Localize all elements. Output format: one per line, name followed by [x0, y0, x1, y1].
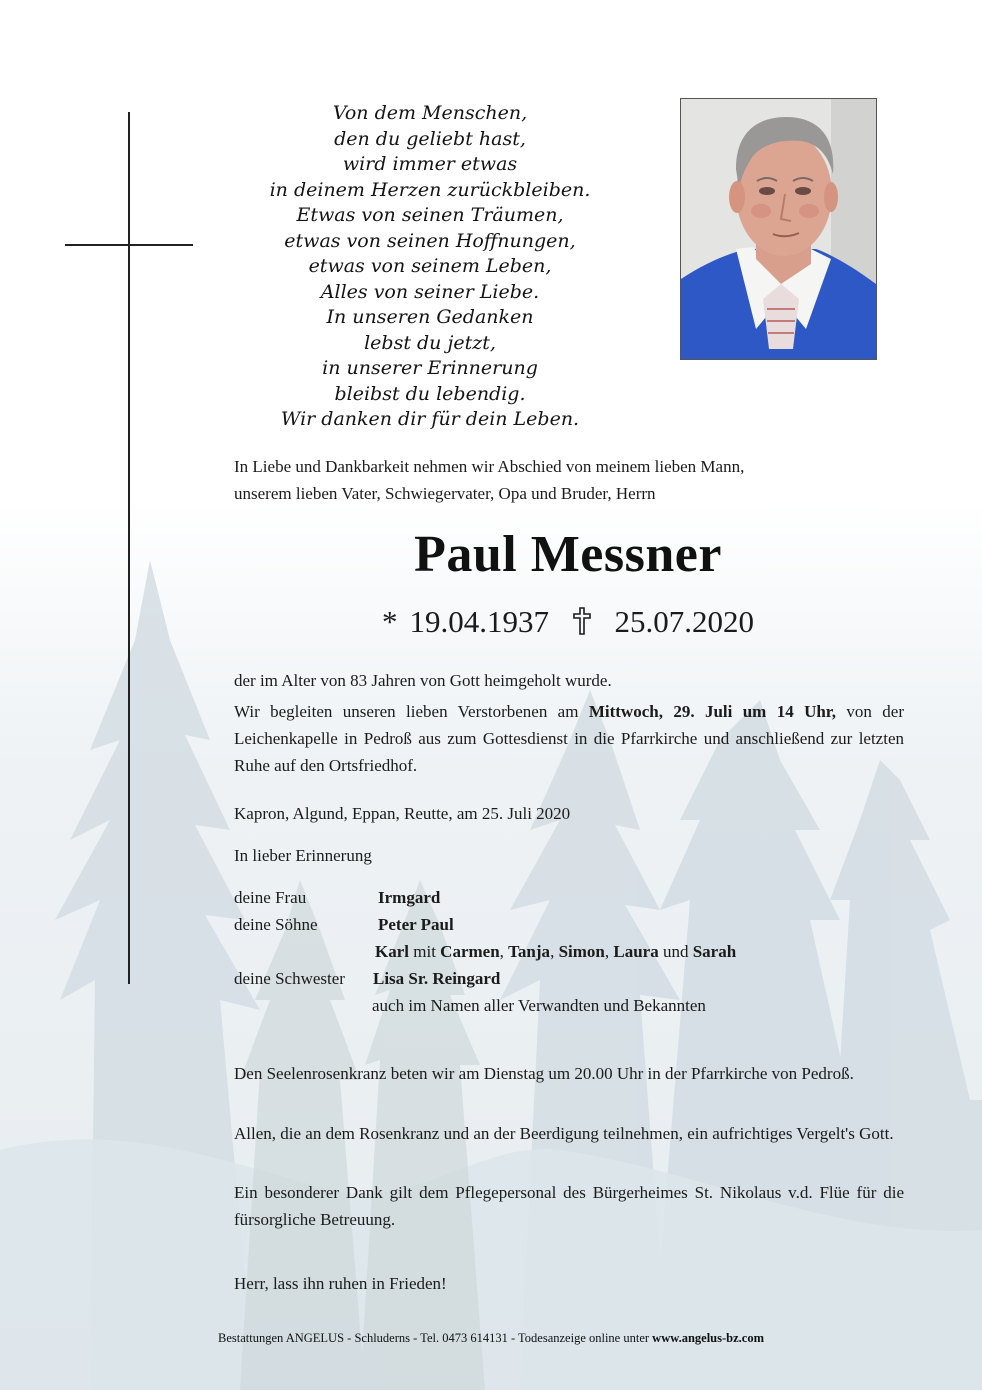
latin-cross-icon	[573, 601, 591, 649]
family-label-wife: deine Frau	[234, 888, 307, 907]
footer-text: Bestattungen ANGELUS - Schluderns - Tel. 0473 614131 - Todesanzeige online unter	[218, 1331, 650, 1345]
funeral-date-time: Mittwoch, 29. Juli um 14 Uhr,	[588, 702, 837, 721]
poem-line: den du geliebt hast,	[334, 127, 526, 150]
family-label-sister: deine Schwester	[234, 969, 345, 988]
intro-line-1: In Liebe und Dankbarkeit nehmen wir Abschied von meinem lieben Mann,	[234, 457, 745, 476]
poem-line: etwas von seinen Hoffnungen,	[284, 229, 576, 252]
word-mit: mit	[413, 942, 436, 961]
word-und: und	[662, 942, 689, 961]
poem-line: Alles von seiner Liebe.	[320, 280, 540, 303]
thanks-note-1: Allen, die an dem Rosenkranz und an der Beerdigung teilnehmen, ein aufrichtiges Vergelt's Gott.	[234, 1124, 894, 1143]
family-son2-line: Karl mit Carmen, Tanja, Simon, Laura und Sarah	[375, 942, 737, 961]
poem-line: wird immer etwas	[342, 153, 518, 175]
poem-line: in unserer Erinnerung	[322, 357, 538, 379]
funeral-post: von der Leichenkapelle in Pedroß aus zum Gottesdienst in die Pfarrkirche und anschließend zur letzten Ruhe auf den Ortsfriedhof.	[234, 702, 904, 775]
son2-name: Karl	[375, 942, 409, 961]
wife-name: Irmgard	[378, 888, 441, 907]
rosary-note: Den Seelenrosenkranz beten wir am Dienstag um 20.00 Uhr in der Pfarrkirche von Pedroß.	[234, 1064, 854, 1083]
intro-line-2: unserem lieben Vater, Schwiegervater, Opa und Bruder, Herrn	[234, 484, 656, 503]
grandchild-name: Laura	[613, 942, 659, 961]
poem-line: in deinem Herzen zurückbleiben.	[269, 178, 591, 201]
in-memory-line: In lieber Erinnerung	[234, 846, 372, 865]
portrait-photo	[680, 98, 877, 360]
grandchild-name: Sarah	[692, 942, 737, 961]
funeral-pre: Wir begleiten unseren lieben Verstorbenen am	[234, 702, 579, 721]
thanks-note-2: Ein besonderer Dank gilt dem Pflegepersonal des Bürgerheimes St. Nikolaus v.d. Flüe für die fürsorgliche Betreuung.	[234, 1183, 904, 1229]
birth-symbol: *	[382, 604, 398, 639]
poem-line: In unseren Gedanken	[326, 306, 534, 328]
grandchild-name: Simon	[558, 942, 605, 961]
poem-line: etwas von seinem Leben,	[308, 255, 552, 277]
family-name-son1	[378, 911, 454, 938]
intro-text	[234, 453, 914, 507]
memorial-poem	[230, 101, 630, 433]
partner-name: Carmen	[440, 942, 500, 961]
family-name-sister	[373, 965, 500, 992]
poem-line: lebst du jetzt,	[364, 331, 496, 354]
footer	[0, 1331, 982, 1346]
poem-line: bleibst du lebendig.	[334, 382, 526, 405]
son1-name: Peter Paul	[378, 915, 454, 934]
life-dates	[234, 598, 902, 649]
footer-url[interactable]: www.angelus-bz.com	[652, 1331, 764, 1345]
deceased-name: Paul Messner	[414, 526, 722, 583]
sister-name: Lisa Sr. Reingard	[373, 969, 501, 988]
family-label-sons: deine Söhne	[234, 915, 318, 934]
poem-line: Etwas von seinen Träumen,	[296, 204, 564, 226]
poem-line: Wir danken dir für dein Leben.	[280, 408, 580, 430]
cross-vertical-bar	[128, 112, 130, 984]
funeral-announcement	[234, 698, 904, 779]
poem-line: Von dem Menschen,	[332, 102, 528, 124]
birth-date: 19.04.1937	[409, 604, 549, 639]
relatives-line: auch im Namen aller Verwandten und Bekannten	[372, 996, 706, 1015]
age-line: der im Alter von 83 Jahren von Gott heimgeholt wurde.	[234, 671, 612, 690]
family-name-wife	[378, 884, 440, 911]
grandchild-name: Tanja	[508, 942, 551, 961]
place-and-date: Kapron, Algund, Eppan, Reutte, am 25. Juli 2020	[234, 804, 571, 823]
death-date: 25.07.2020	[614, 604, 754, 639]
closing-prayer: Herr, lass ihn ruhen in Frieden!	[234, 1274, 447, 1293]
cross-horizontal-bar	[65, 244, 193, 246]
